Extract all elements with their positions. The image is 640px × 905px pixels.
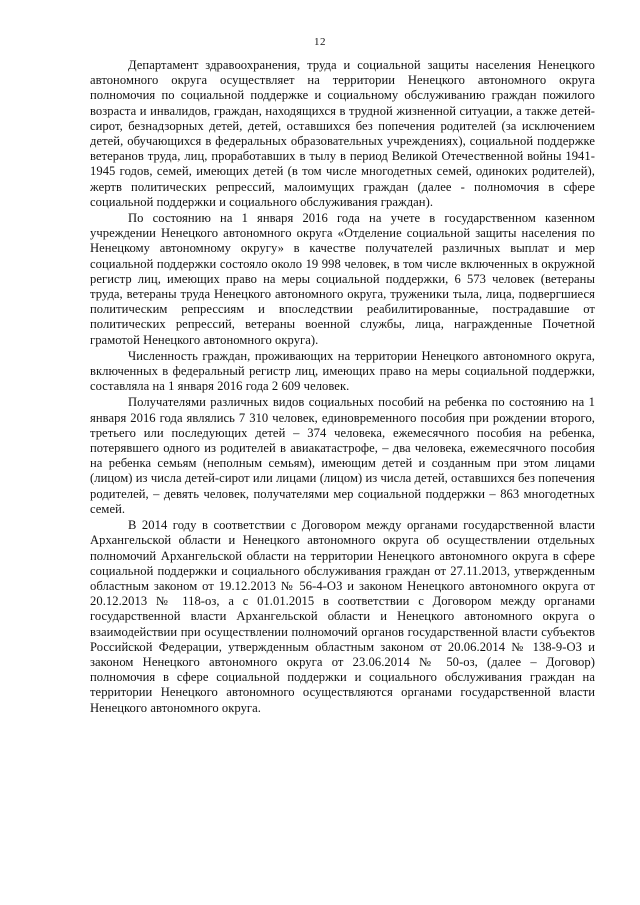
paragraph-federal-register: Численность граждан, проживающих на территории Ненецкого автономного округа, включенных в федеральный регистр лиц, имеющих право на меры социальной поддержки, составляла на 1 января 2016 года 2 609 человек. <box>90 348 595 394</box>
page-number: 12 <box>314 36 326 48</box>
document-body <box>90 58 595 717</box>
paragraph-child-benefits: Получателями различных видов социальных пособий на ребенка по состоянию на 1 января 2016 года являлись 7 310 человек, единовременного пособия при рождении второго, третьего или последующих детей – 374 человека, ежемесячного пособия на ребенка, потерявшего одного из родителей в авиакатастрофе, – два человека, ежемесячного пособия на ребенка семьям (неполным семьям), имеющим детей и созданным при этом лицами (лицом) из числа детей-сирот или лицами (лицом) из числа детей, оставшихся без попечения родителей, – девять человек, получателями мер социальной поддержки – 863 многодетных семей. <box>90 395 595 516</box>
paragraph-department-powers: Департамент здравоохранения, труда и социальной защиты населения Ненецкого автономного округа осуществляет на территории Ненецкого автономного округа полномочия по социальной поддержке и социальному обслуживанию граждан пожилого возраста и инвалидов, граждан, находящихся в трудной жизненной ситуации, а также детей-сирот, безнадзорных детей, детей, оставшихся без попечения родителей (за исключением детей, обучающихся в федеральных образовательных учреждениях), социальной поддержке ветеранов труда, лиц, проработавших в тылу в период Великой Отечественной войны 1941-1945 годов, семей, имеющих детей (в том числе многодетных семей, одиноких родителей), жертв политических репрессий, малоимущих граждан (далее - полномочия в сфере социальной поддержки и социального обслуживания граждан). <box>90 58 595 209</box>
paragraph-registered-recipients: По состоянию на 1 января 2016 года на учете в государственном казенном учреждении Ненецкого автономного округа «Отделение социальной защиты населения по Ненецкому автономному округу» в качестве получателей различных выплат и мер социальной поддержки состояло около 19 998 человек, в том числе включенных в окружной регистр лиц, имеющих право на меры социальной поддержки, 6 573 человек (ветераны труда, ветераны труда Ненецкого автономного округа, труженики тыла, лица, подвергшиеся политическим репрессиям и впоследствии реабилитированные, пострадавшие от политических репрессий, ветераны военной службы, лица, награжденные Почетной грамотой Ненецкого автономного округа). <box>90 211 595 347</box>
paragraph-agreement: В 2014 году в соответствии с Договором между органами государственной власти Архангельской области и Ненецкого автономного округа об осуществлении отдельных полномочий Архангельской области на территории Ненецкого автономного округа в сфере социальной поддержки и социального обслуживания граждан от 27.11.2013, утвержденным областным законом от 19.12.2013 № 56-4-ОЗ и законом Ненецкого автономного округа от 20.12.2013 № 118-оз, а с 01.01.2015 в соответствии с Договором между органами государственной власти Архангельской области и Ненецкого автономного округа о взаимодействии при осуществлении полномочий органов государственной власти субъектов Российской Федерации, утвержденным областным законом от 20.06.2014 № 138-9-ОЗ и законом Ненецкого автономного округа от 23.06.2014 № 50-оз, (далее – Договор) полномочия в сфере социальной поддержки и социального обслуживания граждан на территории Ненецкого автономного осуществляются органами государственной власти Ненецкого автономного округа. <box>90 518 595 715</box>
